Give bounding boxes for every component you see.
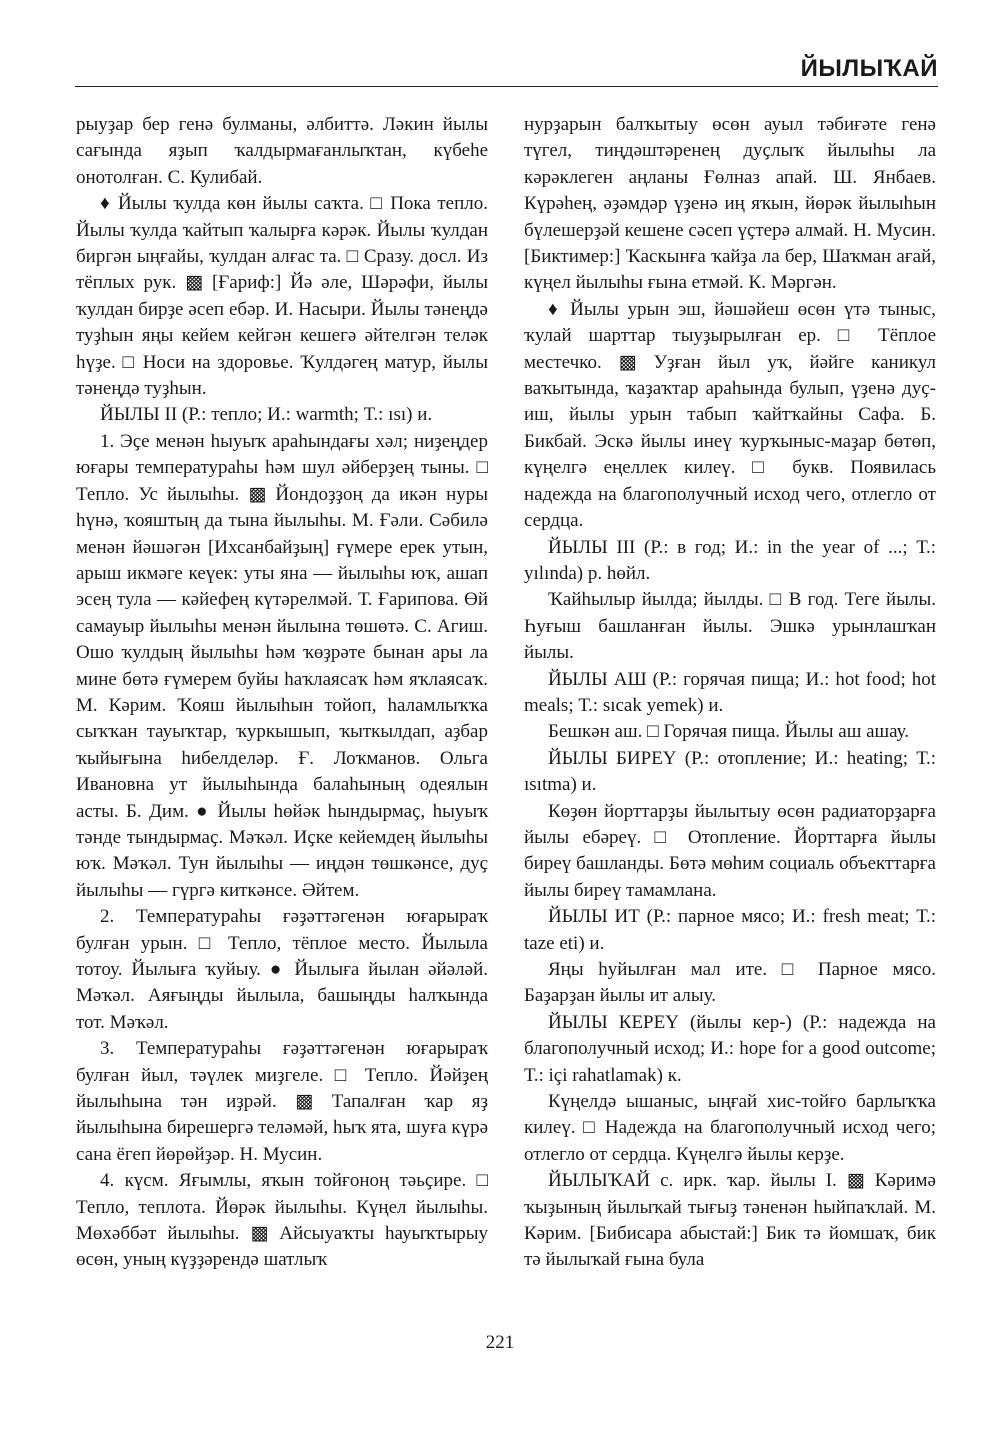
left-paragraph: 2. Температураһы ғәҙәттәгенән юғарыраҡ булған урын. □ Тепло, тёплое место. Йылыла тотоу. Йылыға ҡуйыу. ● Йылыға йылан әйәләй. Мәҡәл. Аяғыңды йылыла, башыңды һалҡында тот. Мәҡәл. [76,906,488,1033]
right-paragraph: нурҙарын балҡытыу өсөн ауыл тәбиғәте генә түгел, тиңдәштәренең дуҫлыҡ йылыһы ла кәрәклеген аңланы Ғөлназ апай. Ш. Янбаев. Күрәһең, әҙәмдәр үҙенә иң яҡын, йөрәк йылыһын бүлешерҙәй кешене сәсеп үҫтерә алмай. Н. Мусин. [Биктимер:] Ҡаскынға ҡайҙа ла бер, Шаҡман ағай, күңел йылыһы ғына етмәй. К. Мәргән. [524,114,936,294]
dictionary-entry-headword: ЙЫЛЫ III (Р.: в год; И.: in the year of ...; Т.: yılında) р. һөйл. [524,536,936,584]
right-paragraph: Көҙөн йорттарҙы йылытыу өсөн радиаторҙарға йылы ебәреү. □ Отопление. Йорттарға йылы биреү башланды. Бөтә мөһим социаль объекттарға йылы биреү тамамлана. [524,800,936,901]
left-paragraph: 1. Эҫе менән һыуыҡ араһындағы хәл; ниҙеңдер юғары температураһы һәм шул әйберҙең тыны. □ Тепло. Ус йылыһы. ▩ Йондоҙҙоң да икән нуры һүнә, ҡояштың да тына йылыһы. М. Ғәли. Сәбилә менән йәшәгән [Ихсанбайҙың] ғүмере ерек утын, арыш икмәге кеүек: уты яна — йылыһы юҡ, ашап эсең тула — кәйефең күтәрелмәй. Т. Ғарипова. Өй самауыр йылыһы менән йылына төшөтә. С. Агиш. Ошо ҡулдың йылыһы һәм ҡөҙрәте бынан ары ла мине бөтә ғүмерем буйы һаҡлаясаҡ һәм яҡлаясаҡ. М. Кәрим. Ҡояш йылыһын тойоп, һаламлыҡҡа сыҡҡан тауыҡтар, ҡуркышып, ҡыткылдап, аҙбар ҡыйығына һибелделәр. Ғ. Лоҡманов. Ольга Ивановна ут йылыһында балаһының одеялын асты. Б. Дим. ● Йылы һөйәк һындырмаҫ, һыуыҡ тәнде тындырмаҫ. Мәҡәл. Иҫке кейемдең йылыһы юҡ. Мәҡәл. Тун йылыһы — иңдән төшкәнсе, дуҫ йылыһы — гүргә киткәнсе. Әйтем. [76,430,488,901]
right-paragraph: Яңы һуйылған мал ите. □ Парное мясо. Баҙарҙан йылы ит алыу. [524,959,936,1007]
left-column [76,112,488,1274]
dictionary-entry-headword: ЙЫЛЫ БИРЕҮ (Р.: отопление; И.: heating; Т.: ısıtma) и. [524,747,936,796]
left-paragraph: 3. Температураһы ғәҙәттәгенән юғарыраҡ булған йыл, тәүлек миҙгеле. □ Тепло. Йәйҙең йылыһына тән иҙрәй. ▩ Тапалған ҡар яҙ йылыһына бирешергә теләмәй, һыҡ ята, шуға күрә сана ёгеп йөрөйҙәр. Н. Мусин. [76,1038,488,1165]
page-number: 221 [485,1332,515,1353]
dictionary-entry-headword: ЙЫЛЫ КЕРЕҮ (йылы кер-) (Р.: надежда на благополучный исход; И.: hope for a good outcome; Т.: içi rahatlamak) к. [524,1011,936,1086]
left-paragraph: рыуҙар бер генә булманы, әлбиттә. Ләкин йылы сағында яҙып ҡалдырмағанлыҡтан, күбеһе онотолған. С. Кулибай. [76,114,488,188]
left-paragraph: ♦ Йылы ҡулда көн йылы саҡта. □ Пока тепло. Йылы ҡулда ҡайтып ҡалырға кәрәк. Йылы ҡулдан биргән ыңғайы, ҡулдан алғас та. □ Сразу. досл. Из тёплых рук. ▩ [Ғариф:] Йә әле, Шәрәфи, йылы ҡулдан бирҙе әсеп ебәр. И. Насыри. Йылы тәнеңдә туҙһын яңы кейем кейгән кешегә әйтелгән теләк һүҙе. □ Носи на здоровье. Ҡулдәгең матур, йылы тәнеңдә туҙһын. [76,193,488,400]
right-paragraph: Ҡайһылыр йылда; йылды. □ В год. Теге йылы. Һуғыш башланған йылы. Эшкә урынлашҡан йылы. [524,589,936,664]
dictionary-entry-headword: ЙЫЛЫҠАЙ с. ирк. ҡар. йылы I. ▩ Кәримә ҡыҙының йылыҡай тығыҙ тәненән һыйпаҡлай. М. Кәрим. [Бибисара абыстай:] Бик тә йомшаҡ, бик тә йылыҡай ғына була [524,1170,936,1271]
dictionary-entry-headword: ЙЫЛЫ II (Р.: тепло; И.: warmth; Т.: ısı) и. [100,404,433,426]
right-paragraph: Бешкән аш. □ Горячая пища. Йылы аш ашау. [548,721,909,743]
page-header [75,52,938,87]
right-paragraph: ♦ Йылы урын эш, йәшәйеш өсөн үтә тыныс, ҡулай шарттар тыуҙырылған ер. □ Тёплое местечко. ▩ Уҙған йыл уҡ, йәйге каникул ваҡытында, ҡаҙаҡтар араһында булып, үҙенә дуҫ-иш, йылы урын табып ҡайтҡайны Сафа. Б. Бикбай. Эскә йылы инеү ҡурҡыныс-маҙар бөтөп, күңелгә еңеллек килеү. □ букв. Появилась надежда на благополучный исход чего, отлегло от сердца. [524,298,936,532]
dictionary-entry-headword: ЙЫЛЫ АШ (Р.: горячая пища; И.: hot food; hot meals; Т.: sıcak yemek) и. [524,668,936,716]
left-paragraph: 4. күсм. Яғымлы, яҡын тойғоноң тәьҫире. □ Тепло, теплота. Йөрәк йылыһы. Күңел йылыһы. Мөхәббәт йылыһы. ▩ Айсыуаҡты һауыҡтырыу өсөн, уның күҙҙәрендә шатлыҡ [76,1170,488,1271]
right-paragraph: Күңелдә ышаныс, ыңғай хис-тойғо барлыҡҡа килеү. □ Надежда на благополучный исход чего; отлегло от сердца. Күңелгә йылы керҙе. [524,1091,936,1165]
dictionary-entry-headword: ЙЫЛЫ ИТ (Р.: парное мясо; И.: fresh meat; Т.: taze eti) и. [524,906,936,954]
right-column [524,112,936,1274]
running-head: ЙЫЛЫҠАЙ [800,55,938,82]
